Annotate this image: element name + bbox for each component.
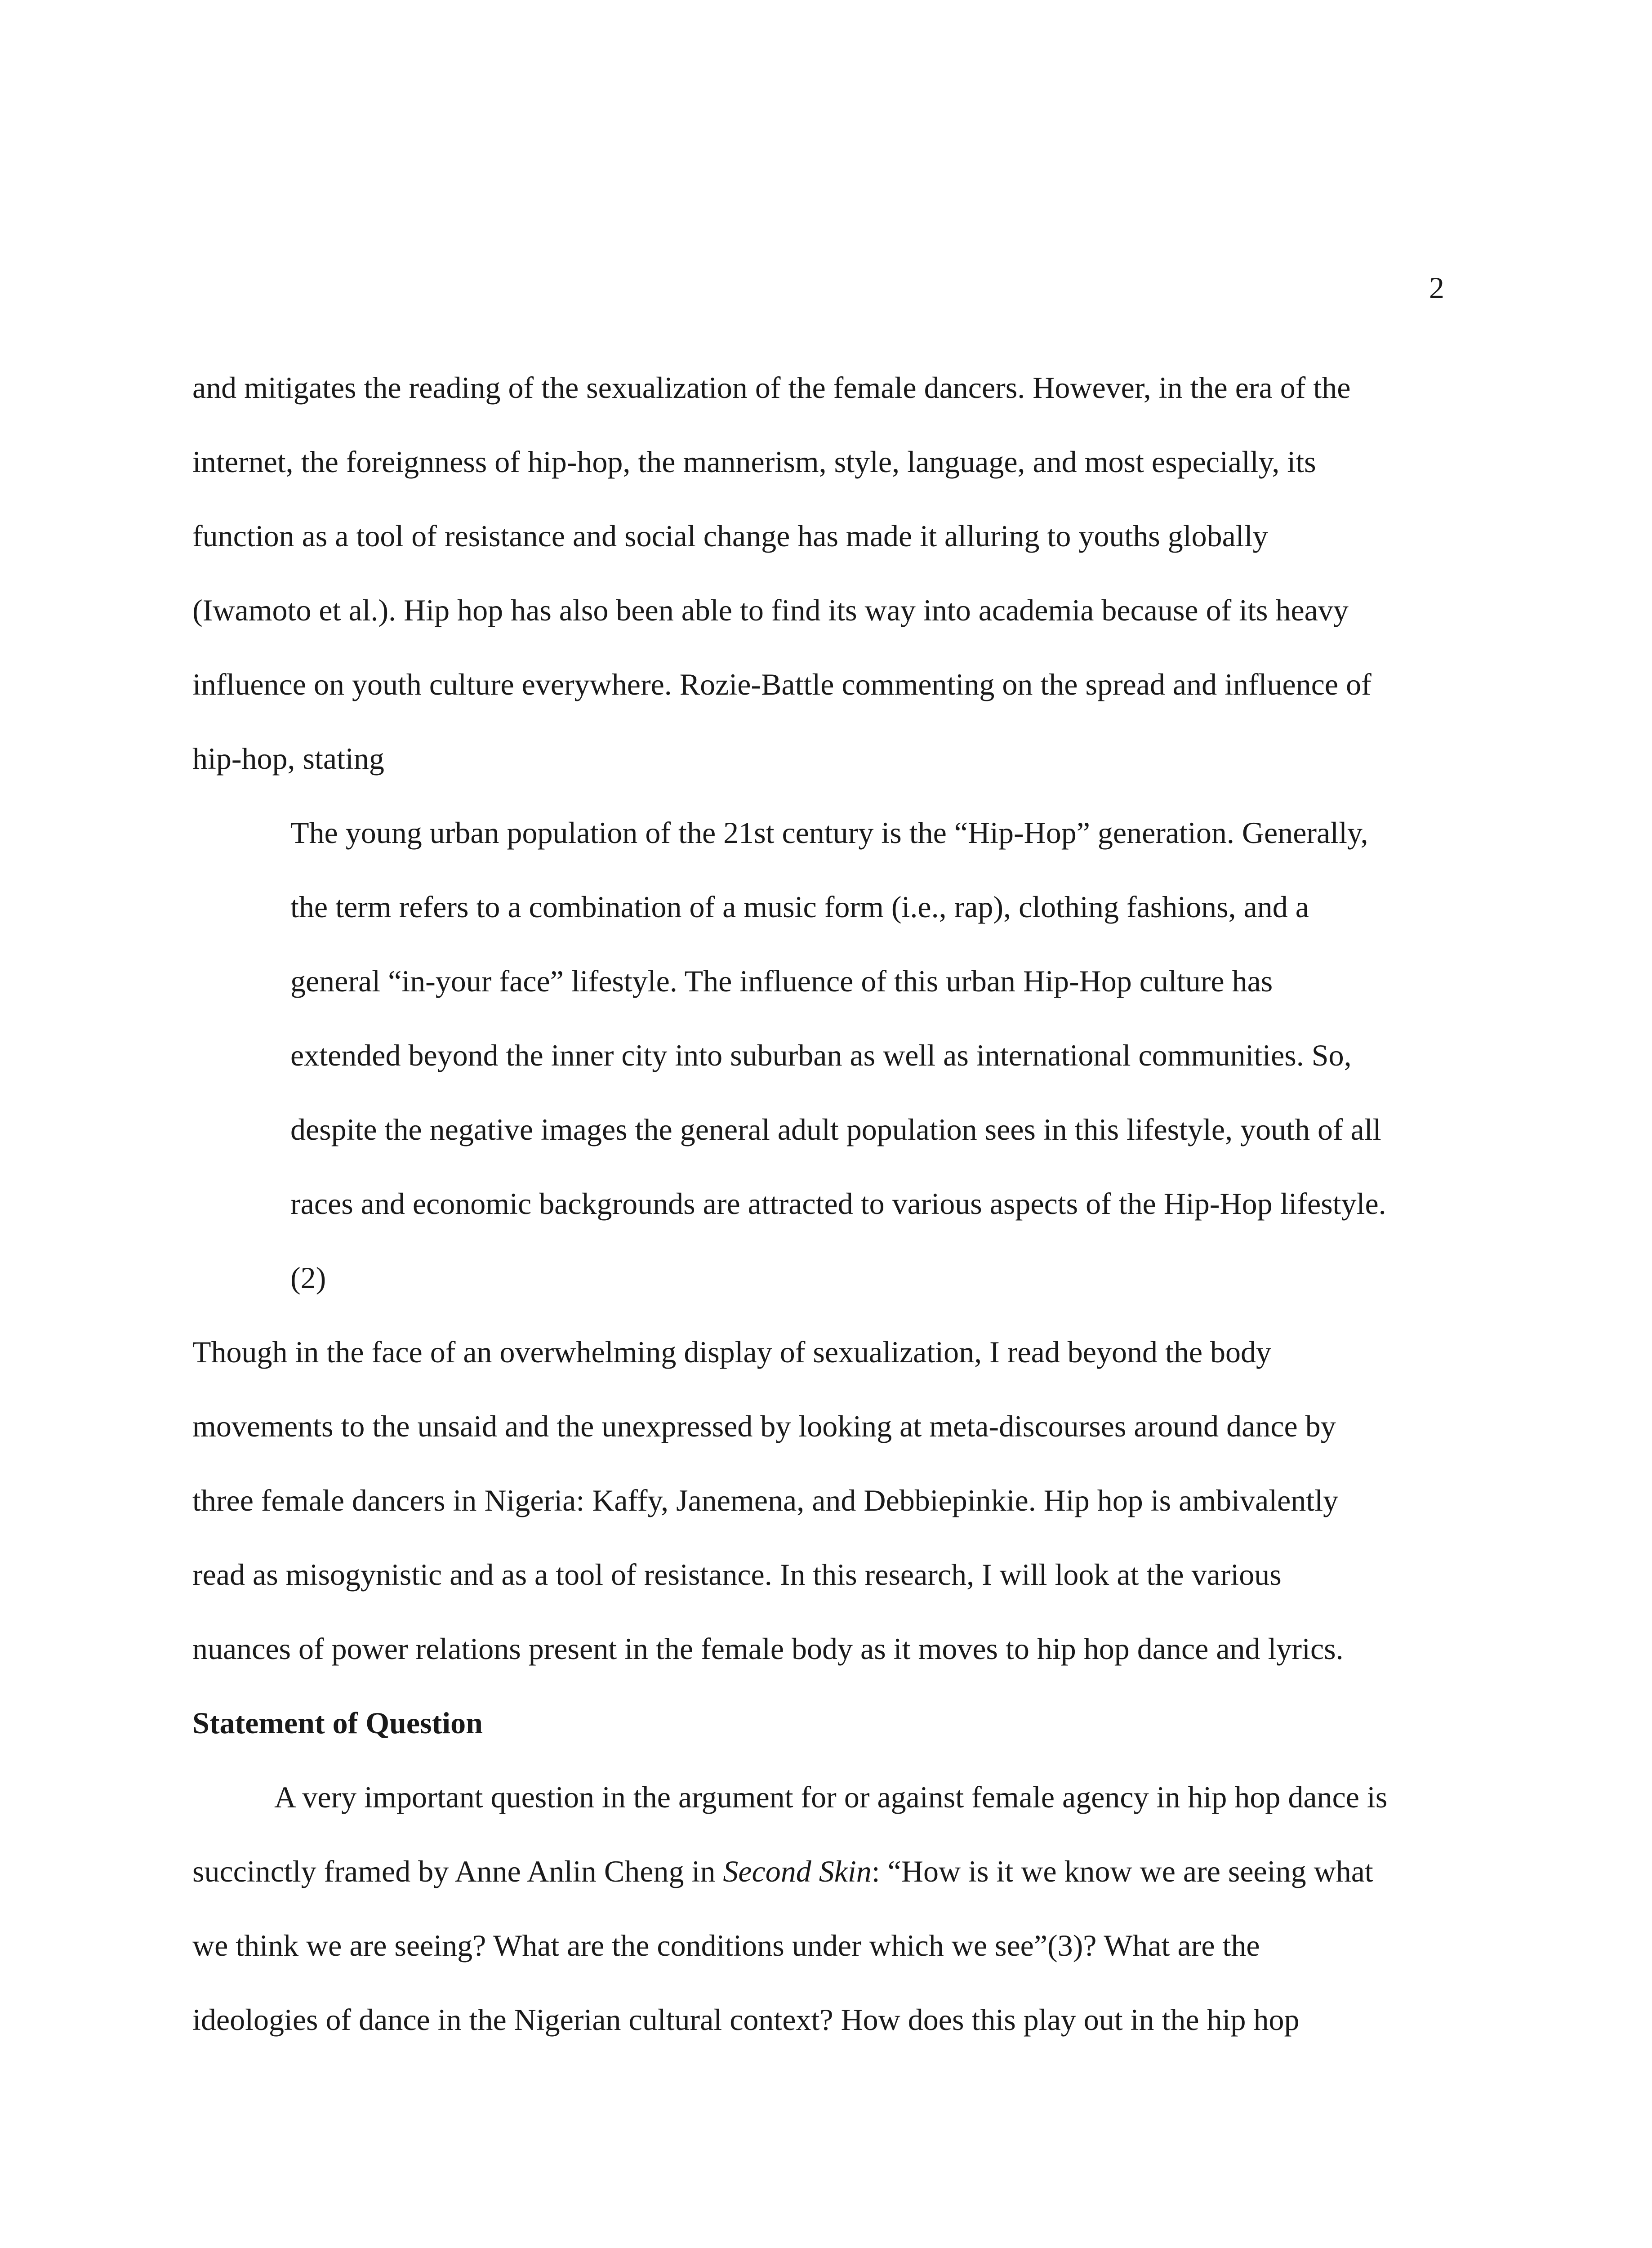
paragraph-line: we think we are seeing? What are the conditions under which we see”(3)? What are the: [192, 1928, 1260, 1963]
paragraph-line: influence on youth culture everywhere. Rozie-Battle commenting on the spread and influence of: [192, 667, 1371, 701]
paragraph-line: (Iwamoto et al.). Hip hop has also been able to find its way into academia because of its heavy: [192, 593, 1349, 627]
paragraph-line: A very important question in the argument for or against female agency in hip hop dance is: [274, 1780, 1388, 1814]
paragraph-line: function as a tool of resistance and social change has made it alluring to youths globally: [192, 519, 1268, 553]
paragraph-line: ideologies of dance in the Nigerian cultural context? How does this play out in the hip hop: [192, 2003, 1300, 2037]
block-quote-line: the term refers to a combination of a music form (i.e., rap), clothing fashions, and a: [290, 890, 1309, 924]
paragraph-line: [192, 1853, 1373, 1889]
paragraph-text: : “How is it we know we are seeing what: [871, 1854, 1373, 1888]
paragraph-line: movements to the unsaid and the unexpressed by looking at meta-discourses around dance by: [192, 1409, 1336, 1443]
block-quote-line: despite the negative images the general adult population sees in this lifestyle, youth of all: [290, 1112, 1381, 1146]
paragraph-line: read as misogynistic and as a tool of resistance. In this research, I will look at the various: [192, 1557, 1282, 1592]
section-heading: Statement of Question: [192, 1706, 483, 1740]
paragraph-line: internet, the foreignness of hip-hop, the mannerism, style, language, and most especially, its: [192, 445, 1316, 479]
paragraph-line: three female dancers in Nigeria: Kaffy, Janemena, and Debbiepinkie. Hip hop is ambivalently: [192, 1483, 1339, 1517]
block-quote-line: extended beyond the inner city into suburban as well as international communities. So,: [290, 1038, 1352, 1072]
book-title: Second Skin: [723, 1854, 872, 1888]
paragraph-line: hip-hop, stating: [192, 741, 384, 776]
block-quote-citation: (2): [290, 1261, 326, 1295]
paragraph-line: and mitigates the reading of the sexualization of the female dancers. However, in the era of the: [192, 370, 1351, 405]
paragraph-line: nuances of power relations present in the female body as it moves to hip hop dance and lyrics.: [192, 1632, 1344, 1666]
paragraph-text: succinctly framed by Anne Anlin Cheng in: [192, 1854, 723, 1888]
paragraph-line: Though in the face of an overwhelming display of sexualization, I read beyond the body: [192, 1335, 1272, 1369]
block-quote-line: general “in-your face” lifestyle. The influence of this urban Hip-Hop culture has: [290, 964, 1273, 998]
block-quote-line: races and economic backgrounds are attracted to various aspects of the Hip-Hop lifestyle.: [290, 1186, 1386, 1221]
block-quote-line: The young urban population of the 21st century is the “Hip-Hop” generation. Generally,: [290, 816, 1368, 850]
page-number: 2: [1429, 271, 1444, 305]
